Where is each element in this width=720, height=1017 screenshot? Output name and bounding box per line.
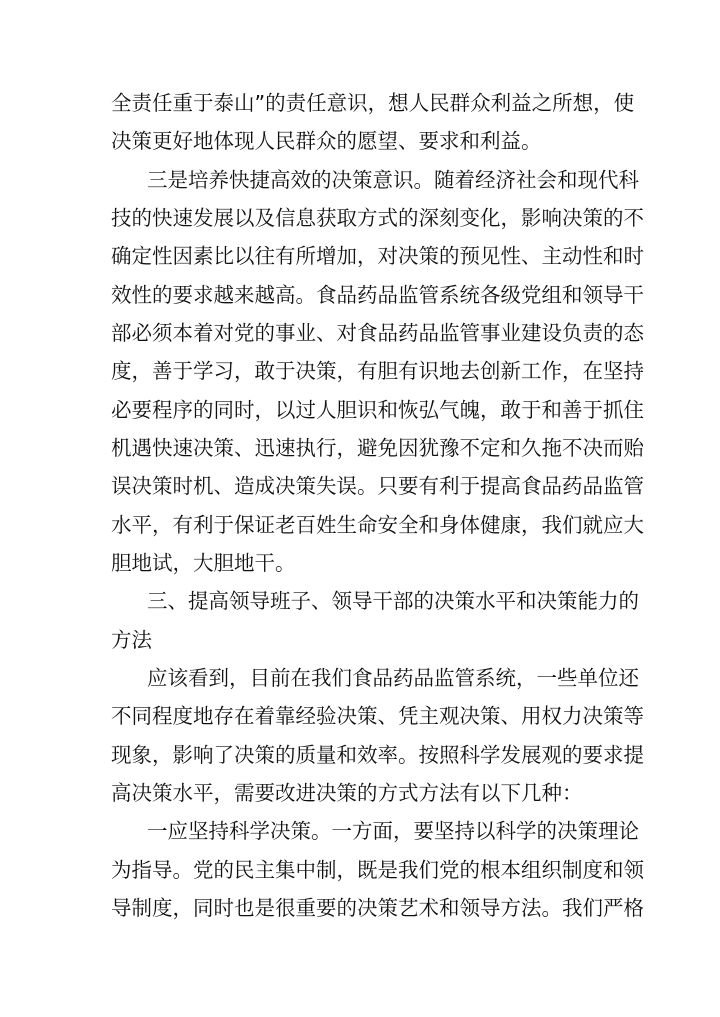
text-line-5: 确定性因素比以往有所增加，对决策的预见性、主动性和时: [111, 244, 644, 268]
text-line-1: 全责任重于泰山”的责任意识，想人民群众利益之所想，使: [111, 91, 635, 115]
text-line-18: 现象，影响了决策的质量和效率。按照科学发展观的要求提: [111, 743, 644, 767]
text-line-22: 导制度，同时也是很重要的决策艺术和领导方法。我们严格: [111, 896, 644, 920]
text-line-6: 效性的要求越来越高。食品药品监管系统各级党组和领导干: [111, 283, 644, 307]
text-line-17: 不同程度地存在着靠经验决策、凭主观决策、用权力决策等: [111, 704, 644, 728]
text-line-11: 误决策时机、造成决策失误。只要有利于提高食品药品监管: [111, 474, 644, 498]
text-line-19: 高决策水平，需要改进决策的方式方法有以下几种：: [111, 781, 583, 805]
section-heading-line-1: 三、提高领导班子、领导干部的决策水平和决策能力的: [147, 589, 639, 613]
text-line-3: 三是培养快捷高效的决策意识。随着经济社会和现代科: [147, 168, 639, 192]
text-line-9: 必要程序的同时，以过人胆识和恢弘气魄，敢于和善于抓住: [111, 398, 644, 422]
text-line-13: 胆地试，大胆地干。: [111, 551, 296, 575]
text-line-2: 决策更好地体现人民群众的愿望、要求和利益。: [111, 129, 542, 153]
text-line-21: 为指导。党的民主集中制，既是我们党的根本组织制度和领: [111, 858, 644, 882]
text-line-20: 一应坚持科学决策。一方面，要坚持以科学的决策理论: [147, 819, 639, 843]
text-line-4: 技的快速发展以及信息获取方式的深刻变化，影响决策的不: [111, 206, 644, 230]
section-heading-line-2: 方法: [111, 628, 152, 652]
text-line-16: 应该看到，目前在我们食品药品监管系统，一些单位还: [147, 666, 639, 690]
text-line-12: 水平，有利于保证老百姓生命安全和身体健康，我们就应大: [111, 513, 644, 537]
text-line-7: 部必须本着对党的事业、对食品药品监管事业建设负责的态: [111, 321, 644, 345]
text-line-8: 度，善于学习，敢于决策，有胆有识地去创新工作，在坚持: [111, 359, 644, 383]
text-line-10: 机遇快速决策、迅速执行，避免因犹豫不定和久拖不决而贻: [111, 436, 644, 460]
